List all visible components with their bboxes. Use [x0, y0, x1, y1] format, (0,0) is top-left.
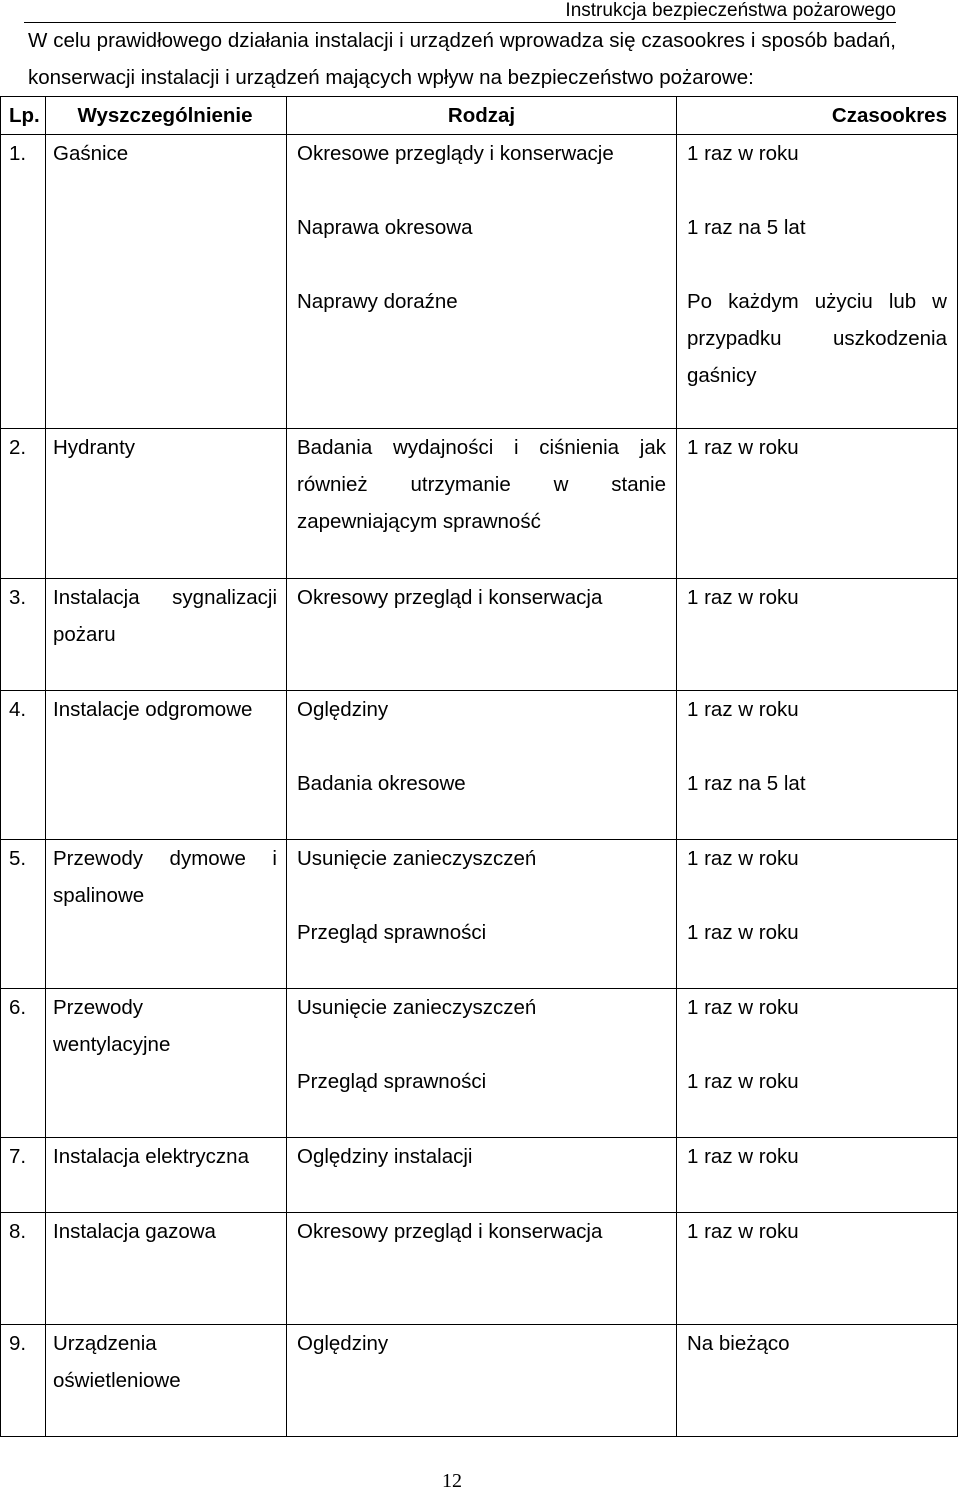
row-number: 7.	[1, 1138, 46, 1213]
table-row	[1, 691, 958, 840]
header-type: Rodzaj	[287, 97, 677, 135]
row-number: 5.	[1, 840, 46, 989]
row-number: 3.	[1, 579, 46, 691]
spacer	[687, 728, 947, 765]
header-item: Wyszczególnienie	[46, 97, 287, 135]
row-frequency: 1 raz w roku	[677, 429, 958, 579]
row-item: Instalacje odgromowe	[46, 691, 287, 840]
row-frequency: 1 raz w roku	[677, 579, 958, 691]
table-row	[1, 429, 958, 579]
row-item: Hydranty	[46, 429, 287, 579]
row-number: 8.	[1, 1213, 46, 1325]
spacer	[297, 172, 666, 209]
spacer	[297, 1026, 666, 1063]
row-item: Urządzenia oświetleniowe	[46, 1325, 287, 1437]
table-row	[1, 579, 958, 691]
row-type: Oględziny instalacji	[287, 1138, 677, 1213]
row-frequency: 1 raz w roku	[687, 1070, 799, 1093]
row-number: 4.	[1, 691, 46, 840]
intro-paragraph: W celu prawidłowego działania instalacji i urządzeń wprowadza się czasookres i sposób badań, konserwacji instalacji i urządzeń mających wpływ na bezpieczeństwo pożarowe:	[28, 29, 896, 89]
header-num: Lp.	[1, 97, 46, 135]
table-row	[1, 1325, 958, 1437]
table-row	[1, 840, 958, 989]
row-frequency: Na bieżąco	[677, 1325, 958, 1437]
spacer	[297, 246, 666, 283]
row-type: Przegląd sprawności	[297, 1070, 487, 1093]
row-type-cell	[287, 691, 677, 840]
row-item: Instalacja gazowa	[46, 1213, 287, 1325]
row-frequency: 1 raz w roku	[687, 847, 799, 870]
row-frequency: 1 raz w roku	[677, 1138, 958, 1213]
spacer	[297, 877, 666, 914]
row-type: Naprawy doraźne	[297, 290, 458, 313]
table-row	[1, 1213, 958, 1325]
row-type-cell	[287, 989, 677, 1138]
row-type: Badania wydajności i ciśnienia jak również utrzymanie w stanie zapewniającym sprawność	[287, 429, 677, 579]
row-type: Usunięcie zanieczyszczeń	[297, 996, 537, 1019]
row-number: 6.	[1, 989, 46, 1138]
row-frequency: 1 raz w roku	[687, 921, 799, 944]
page-number: 12	[442, 1470, 462, 1492]
row-type: Okresowy przegląd i konserwacja	[287, 1213, 677, 1325]
row-number: 9.	[1, 1325, 46, 1437]
inspection-schedule-table	[0, 96, 958, 1437]
document-header-title: Instrukcja bezpieczeństwa pożarowego	[565, 0, 896, 21]
row-frequency: 1 raz na 5 lat	[687, 216, 806, 239]
spacer	[687, 877, 947, 914]
table-header-row	[1, 97, 958, 135]
row-type: Usunięcie zanieczyszczeń	[297, 847, 537, 870]
row-type: Okresowy przegląd i konserwacja	[287, 579, 677, 691]
row-item: Gaśnice	[46, 135, 287, 429]
row-frequency-cell	[677, 989, 958, 1138]
row-item: Instalacja elektryczna	[46, 1138, 287, 1213]
row-type: Oględziny	[297, 698, 389, 721]
table-row	[1, 989, 958, 1138]
row-number: 2.	[1, 429, 46, 579]
spacer	[687, 1026, 947, 1063]
table-row	[1, 135, 958, 429]
row-type: Badania okresowe	[297, 772, 466, 795]
row-type: Naprawa okresowa	[297, 216, 473, 239]
row-frequency-cell	[677, 135, 958, 429]
row-number: 1.	[1, 135, 46, 429]
row-frequency-cell	[677, 691, 958, 840]
header-frequency: Czasookres	[677, 97, 958, 135]
table-row	[1, 1138, 958, 1213]
spacer	[687, 246, 947, 283]
row-frequency: 1 raz na 5 lat	[687, 772, 806, 795]
row-type: Okresowe przeglądy i konserwacje	[297, 142, 614, 165]
row-frequency: 1 raz w roku	[677, 1213, 958, 1325]
row-type-cell	[287, 135, 677, 429]
row-item: Instalacja sygnalizacji pożaru	[46, 579, 287, 691]
row-item: Przewody wentylacyjne	[46, 989, 287, 1138]
row-type: Oględziny	[287, 1325, 677, 1437]
row-frequency-cell	[677, 840, 958, 989]
row-frequency: 1 raz w roku	[687, 996, 799, 1019]
row-frequency: 1 raz w roku	[687, 142, 799, 165]
spacer	[297, 728, 666, 765]
row-type-cell	[287, 840, 677, 989]
row-frequency: 1 raz w roku	[687, 698, 799, 721]
row-frequency: Po każdym użyciu lub w przypadku uszkodzenia gaśnicy	[687, 290, 947, 387]
row-item: Przewody dymowe i spalinowe	[46, 840, 287, 989]
spacer	[687, 172, 947, 209]
row-type: Przegląd sprawności	[297, 921, 487, 944]
